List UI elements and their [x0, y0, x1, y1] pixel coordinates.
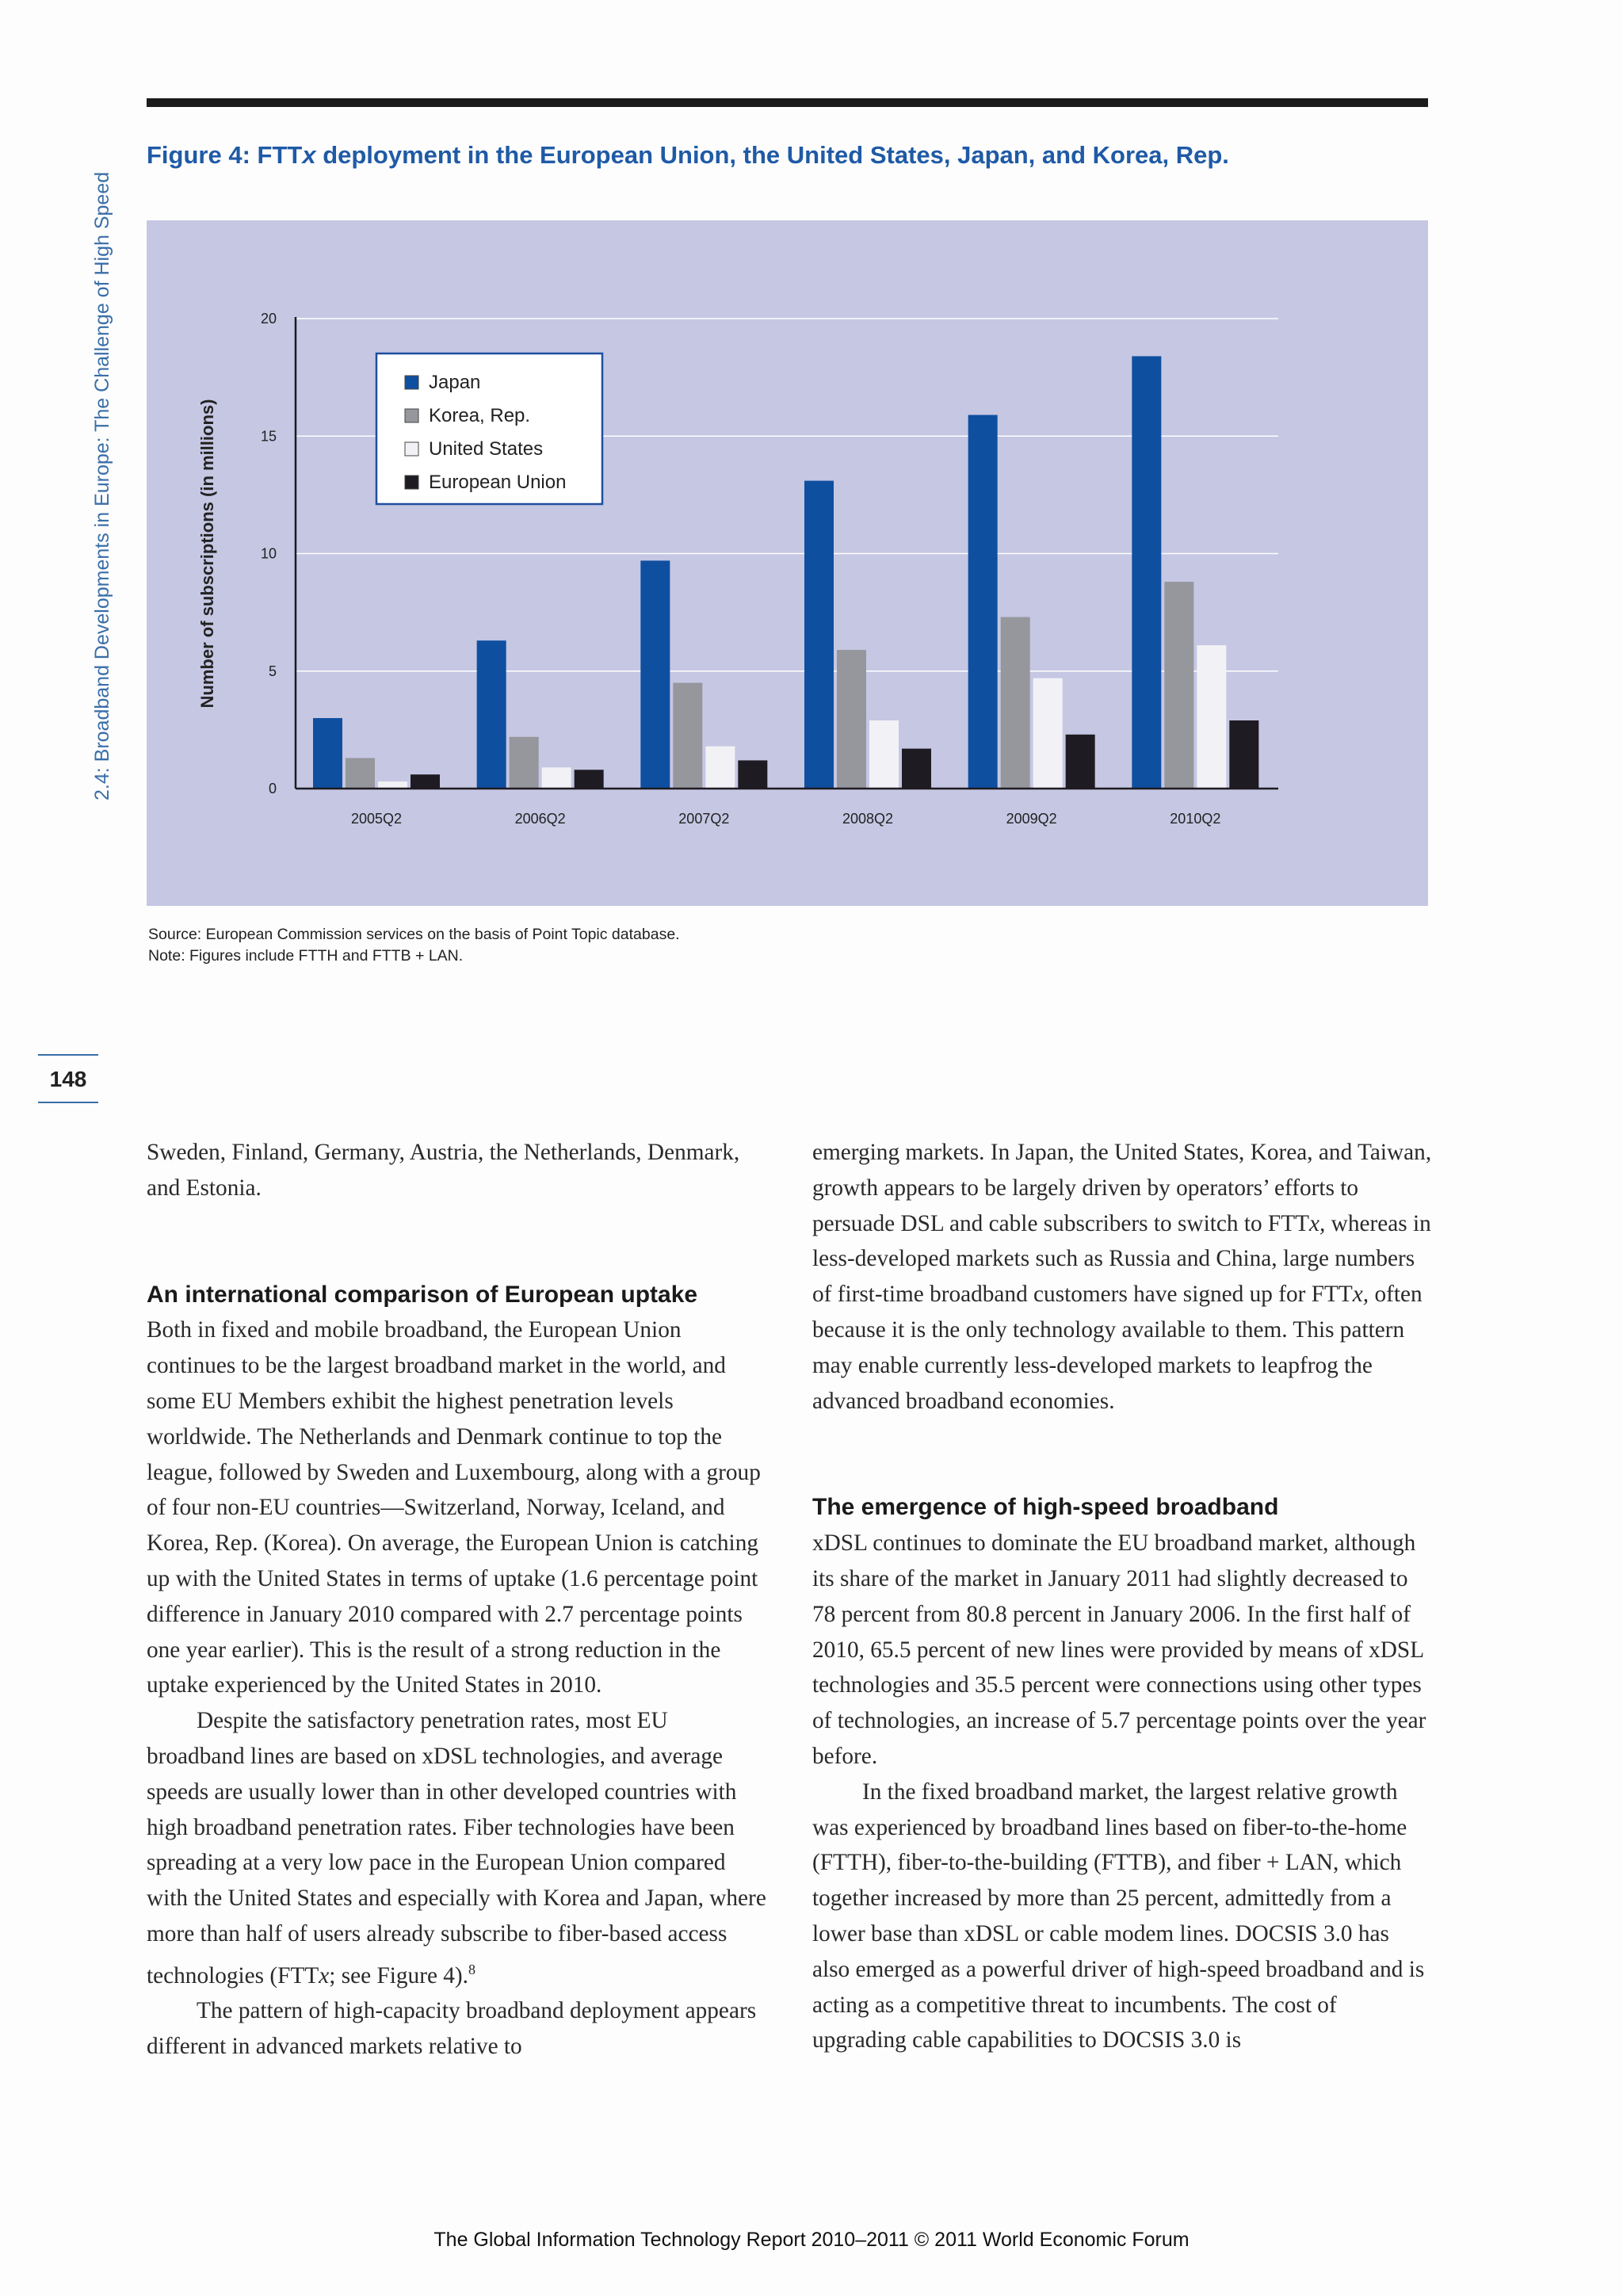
running-head: 2.4: Broadband Developments in Europe: The Challenge of High Speed: [91, 171, 113, 800]
figure-top-rule: [147, 98, 1428, 107]
bar: [1164, 582, 1193, 789]
bar: [640, 560, 670, 789]
bar: [1033, 678, 1063, 789]
page-footer: The Global Information Technology Report 2010–2011 © 2011 World Economic Forum: [433, 2229, 1190, 2251]
chart-panel: [147, 220, 1428, 906]
bar-chart: [147, 220, 1428, 906]
right-paragraph-1: emerging markets. In Japan, the United States, Korea, and Taiwan, growth appears to be largely driven by operators’ efforts to persuade DSL and cable subscribers to switch to FTTx, whereas in less-developed markets such as Russia and China, large numbers of first-time broadband customers have signed up for FTTx, often because it is the only technology available to them. This pattern may enable currently less-developed markets to leapfrog the advanced broadband economies.: [812, 1140, 1432, 1414]
bar: [1197, 645, 1226, 789]
bar: [542, 767, 571, 789]
legend-label: Japan: [429, 372, 481, 393]
left-column: [147, 1135, 766, 2065]
heading-international-comparison: An international comparison of European uptake: [147, 1281, 698, 1308]
legend-swatch: [405, 409, 418, 422]
x-tick-label: 2008Q2: [842, 811, 894, 827]
bar: [1132, 356, 1161, 789]
y-tick-label: 15: [260, 428, 277, 445]
x-tick-label: 2010Q2: [1170, 811, 1221, 827]
left-paragraph-2: Both in fixed and mobile broadband, the European Union continues to be the largest broadband market in the world, and some EU Members exhibit the highest penetration levels worldwide. The Netherlands and Denmark continue to top the league, followed by Sweden and Luxembourg, along with a group of four non-EU countries—Switzerland, Norway, Iceland, and Korea, Rep. (Korea). On average, the European Union is catching up with the United States in terms of uptake (1.6 percentage point difference in January 2010 compared with 2.7 percentage points one year earlier). This is the result of a strong reduction in the uptake experienced by the United States in 2010.: [147, 1317, 761, 1698]
bar: [510, 737, 539, 789]
y-tick-label: 5: [268, 663, 277, 679]
page-number: 148: [38, 1054, 98, 1103]
left-paragraph-4: The pattern of high-capacity broadband deployment appears different in advanced markets relative to: [147, 1998, 757, 2060]
legend-label: Korea, Rep.: [429, 405, 531, 426]
bar: [738, 760, 767, 789]
bar: [1001, 617, 1030, 789]
bar: [575, 770, 604, 789]
left-paragraph-1: Sweden, Finland, Germany, Austria, the Netherlands, Denmark, and Estonia.: [147, 1140, 740, 1201]
bar: [968, 415, 998, 789]
y-tick-label: 20: [260, 311, 277, 327]
bar: [1229, 720, 1258, 789]
right-column: [812, 1135, 1432, 2058]
left-paragraph-3: Despite the satisfactory penetration rates, most EU broadband lines are based on xDSL technologies, and average speeds are usually lower than in other developed countries with high broadband penetration rates. Fiber technologies have been spreading at a very low pace in the European Union compared with the United States and especially with Korea and Japan, where more than half of users already subscribe to fiber-based access technologies (FTTx; see Figure 4).$^8$: [147, 1708, 766, 1988]
right-paragraph-3: In the fixed broadband market, the largest relative growth was experienced by broadband lines based on fiber-to-the-home (FTTH), fiber-to-the-building (FTTB), and fiber + LAN, which together increased by more than 25 percent, admittedly from a lower base than xDSL or cable modem lines. DOCSIS 3.0 has also emerged as a powerful driver of high-speed broadband and is acting as a competitive threat to incumbents. The cost of upgrading cable capabilities to DOCSIS 3.0 is: [812, 1778, 1425, 2053]
x-tick-label: 2009Q2: [1006, 811, 1057, 827]
x-tick-label: 2006Q2: [514, 811, 566, 827]
bar: [346, 758, 375, 789]
legend-swatch: [405, 476, 418, 489]
x-tick-label: 2005Q2: [350, 811, 403, 827]
heading-high-speed-broadband: The emergence of high-speed broadband: [812, 1494, 1279, 1521]
figure-note: Note: Figures include FTTH and FTTB + LAN.: [148, 947, 464, 965]
y-tick-label: 0: [268, 781, 277, 797]
bar: [378, 781, 407, 789]
bar: [1066, 735, 1095, 789]
y-tick-label: 10: [260, 545, 277, 562]
bar: [705, 747, 735, 789]
bar: [869, 720, 899, 789]
bar: [411, 774, 440, 789]
bar: [313, 718, 342, 789]
legend-swatch: [405, 442, 418, 456]
figure-source: Source: European Commission services on the basis of Point Topic database.: [148, 926, 680, 943]
y-axis-label: Number of subscriptions (in millions): [197, 399, 217, 709]
bar: [477, 640, 506, 789]
legend-swatch: [405, 376, 418, 389]
bar: [902, 749, 931, 789]
bar: [837, 650, 866, 789]
legend-label: United States: [429, 438, 544, 460]
figure-title: Figure 4: FTTx deployment in the European Union, the United States, Japan, and Korea, Rep.: [147, 141, 1229, 169]
right-paragraph-2: xDSL continues to dominate the EU broadband market, although its share of the market in January 2011 had slightly decreased to 78 percent from 80.8 percent in January 2006. In the first half of 2010, 65.5 percent of new lines were provided by means of xDSL technologies and 35.5 percent were connections using other types of technologies, an increase of 5.7 percentage points over the year before.: [812, 1530, 1426, 1769]
legend-label: European Union: [429, 472, 567, 493]
x-tick-label: 2007Q2: [678, 811, 730, 827]
figure-notes: [148, 924, 680, 967]
bar: [673, 683, 702, 789]
bar: [804, 481, 834, 789]
